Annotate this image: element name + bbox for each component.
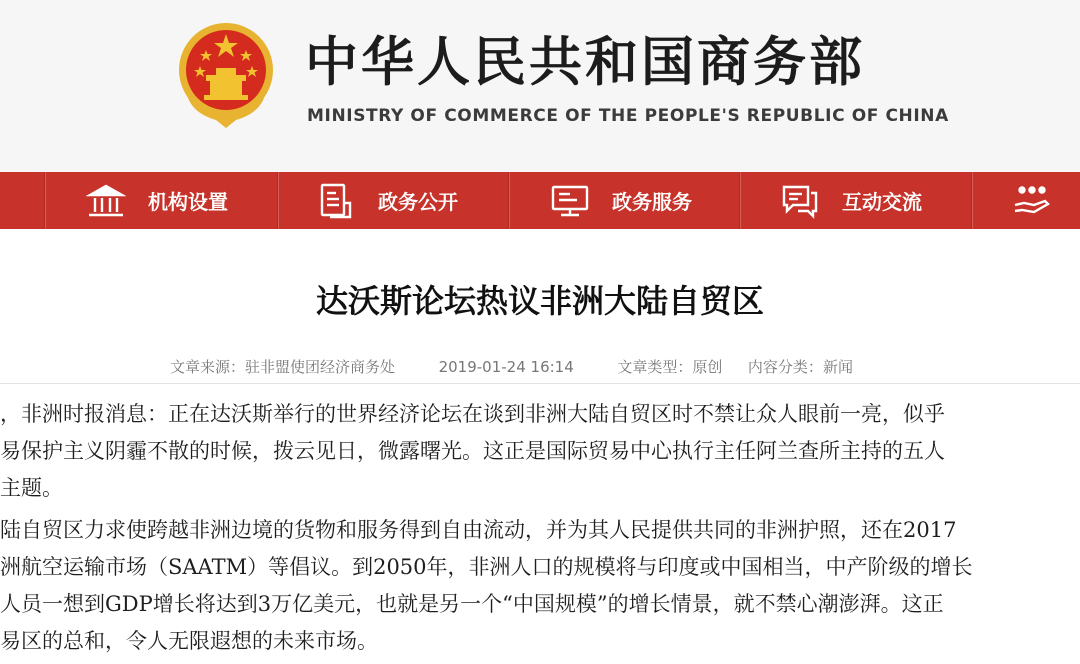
building-icon — [86, 181, 126, 221]
paragraph-line: 陆自贸区力求使跨越非洲边境的货物和服务得到自由流动，并为其人民提供共同的非洲护照，还在2017 — [0, 518, 957, 542]
ministry-name-chinese: 中华人民共和国商务部 — [305, 32, 865, 93]
source-label: 文章来源： — [170, 358, 246, 376]
nav-item-organization[interactable] — [86, 172, 228, 229]
nav-divider — [44, 172, 46, 229]
article-paragraph-1 — [0, 396, 1080, 507]
paragraph-line: 洲航空运输市场（SAATM）等倡议。到2050年，非洲人口的规模将与印度或中国相当，中产阶级的增长 — [0, 555, 973, 579]
nav-divider — [971, 172, 973, 229]
meta-divider — [0, 383, 1080, 384]
article-meta — [170, 356, 853, 377]
paragraph-line: 易保护主义阴霾不散的时候，拨云见日，微露曙光。这正是国际贸易中心执行主任阿兰查所主持的五人 — [0, 439, 945, 463]
nav-label: 政务服务 — [612, 190, 692, 214]
article-paragraph-2 — [0, 512, 1080, 660]
article-category: 新闻 — [822, 358, 853, 376]
nav-item-partial[interactable] — [1012, 172, 1052, 229]
nav-item-public-affairs[interactable] — [316, 172, 458, 229]
type-label: 文章类型： — [617, 358, 693, 376]
hand-service-icon — [1012, 181, 1052, 221]
main-navigation — [0, 172, 1080, 229]
site-header — [0, 0, 1080, 172]
paragraph-line: 人员一想到GDP增长将达到3万亿美元，也就是另一个“中国规模”的增长情景，就不禁心潮澎湃。这正 — [0, 592, 944, 616]
article-source: 驻非盟使团经济商务处 — [245, 358, 396, 376]
nav-item-services[interactable] — [550, 172, 692, 229]
nav-divider — [277, 172, 279, 229]
chat-icon — [780, 181, 820, 221]
article-type: 原创 — [692, 358, 723, 376]
nav-divider — [739, 172, 741, 229]
category-label: 内容分类： — [747, 358, 823, 376]
nav-item-interaction[interactable] — [780, 172, 922, 229]
ministry-name-english: MINISTRY OF COMMERCE OF THE PEOPLE'S REPUBLIC OF CHINA — [307, 106, 949, 126]
paragraph-line: 易区的总和，令人无限遐想的未来市场。 — [0, 629, 378, 653]
nav-label: 政务公开 — [378, 190, 458, 214]
national-emblem-icon — [176, 20, 276, 130]
document-icon — [316, 181, 356, 221]
paragraph-line: 主题。 — [0, 476, 63, 500]
nav-divider — [508, 172, 510, 229]
article-title: 达沃斯论坛热议非洲大陆自贸区 — [315, 282, 764, 320]
nav-label: 互动交流 — [842, 190, 922, 214]
monitor-icon — [550, 181, 590, 221]
article-date: 2019-01-24 16:14 — [438, 358, 574, 376]
paragraph-line: ，非洲时报消息：正在达沃斯举行的世界经济论坛在谈到非洲大陆自贸区时不禁让众人眼前一亮，似乎 — [0, 402, 945, 426]
nav-label: 机构设置 — [148, 190, 228, 214]
